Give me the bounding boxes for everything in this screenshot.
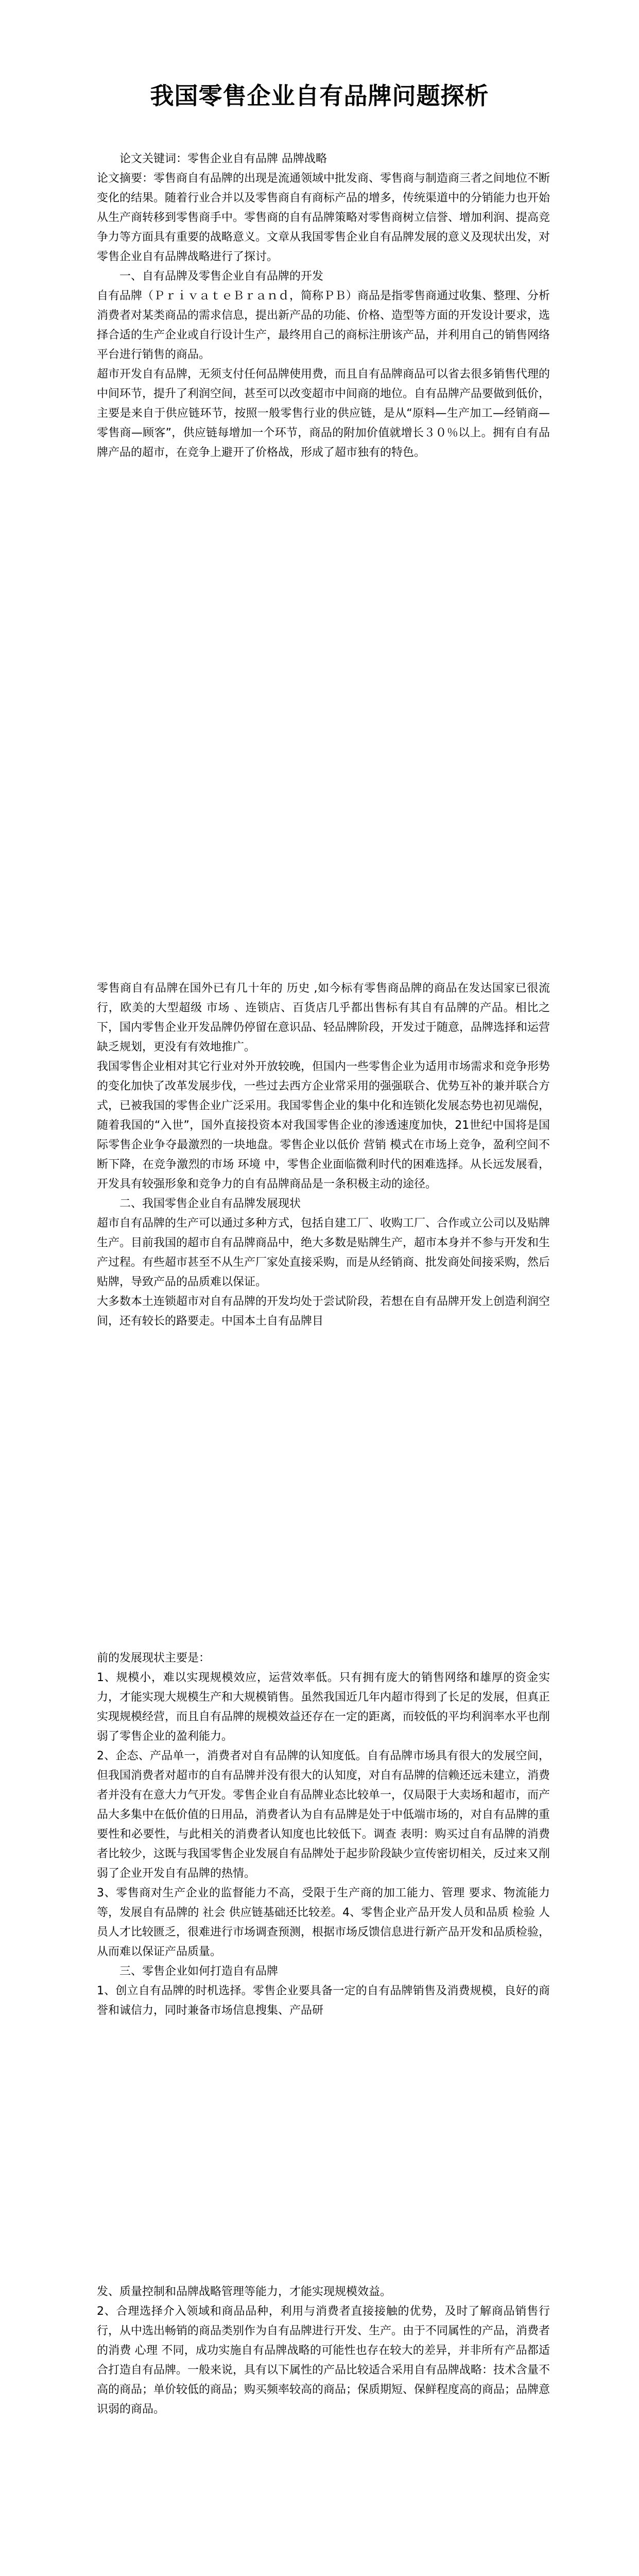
section-heading: 一、自有品牌及零售企业自有品牌的开发 — [119, 270, 324, 283]
paragraph: 发、质量控制和品牌战略管理等能力，才能实现规模效益。 — [97, 2285, 392, 2298]
paragraph: 论文关键词：零售企业自有品牌 品牌战略 — [119, 152, 327, 165]
text-section — [97, 2282, 550, 2419]
paragraph: 自有品牌（ＰｒｉｖａｔｅＢｒａｎｄ，简称ＰＢ）商品是指零售商通过收集、整理、分析消费者对某类商品的需求信息，提出新产品的功能、价格、造型等方面的开发设计要求，选择合适的生产企业或自行设计生产，最终用自己的商标注册该产品，并利用自己的销售网络平台进行销售的商品。 — [97, 290, 550, 361]
text-section — [97, 149, 550, 463]
paragraph: 零售商自有品牌在国外已有几十年的 历史 ,如今标有零售商品牌的商品在发达国家已很流行，欧美的大型超级 市场 、连锁店、百货店几乎都出售标有其自有品牌的产品。相比之下，国内零售企业开发品牌仍停留在意识品、轻品牌阶段，开发过于随意，品牌选择和运营缺乏规划，更没有有效地推广。 — [97, 982, 550, 1054]
paragraph: 2、企态、产品单一，消费者对自有品牌的认知度低。自有品牌市场具有很大的发展空间，但我国消费者对超市的自有品牌并没有很大的认知度，对自有品牌的信赖还远未建立，消费者并没有在意大力气开发。零售企业自有品牌业态比较单一，仅局限于大卖场和超市，而产品大多集中在低价值的日用品，消费者认为自有品牌是处于中低端市场的，对自有品牌的重要性和必要性，与此相关的消费者认知度也比较低下。调查 表明：购买过自有品牌的消费者比较少，这既与我国零售企业发展自有品牌处于起步阶段缺少宣传密切相关，反过来又削弱了企业开发自有品牌的热情。 — [97, 1750, 550, 1880]
paragraph: 超市开发自有品牌，无须支付任何品牌使用费，而且自有品牌商品可以省去很多销售代理的中间环节，提升了利润空间，甚至可以改变超市中间商的地位。自有品牌产品要做到低价，主要是来自于供应链环节，按照一般零售行业的供应链，是从“原料—生产加工—经销商—零售商—顾客”，供应链每增加一个环节，商品的附加价值就增长３０％以上。拥有自有品牌产品的超市，在竞争上避开了价格战，形成了超市独有的特色。 — [97, 368, 550, 459]
paragraph: 1、规模小，难以实现规模效应，运营效率低。只有拥有庞大的销售网络和雄厚的资金实力，才能实现大规模生产和大规模销售。虽然我国近几年内超市得到了长足的发展，但真正实现规模经营，而且自有品牌的规模效益还存在一定的距离，而较低的平均利润率水平也削弱了零售企业的盈利能力。 — [97, 1671, 550, 1743]
paragraph: 论文摘要：零售商自有品牌的出现是流通领域中批发商、零售商与制造商三者之间地位不断变化的结果。随着行业合并以及零售商自有商标产品的增多，传统渠道中的分销能力也开始从生产商转移到零售商手中。零售商的自有品牌策略对零售商树立信誉、增加利润、提高竞争力等方面具有重要的战略意义。文章从我国零售企业自有品牌发展的意义及现状出发，对零售企业自有品牌战略进行了探讨。 — [97, 172, 550, 263]
text-section — [97, 1649, 550, 2021]
paragraph: 我国零售企业相对其它行业对外开放较晚，但国内一些零售企业为适用市场需求和竞争形势的变化加快了改革发展步伐，一些过去西方企业常采用的强强联合、优势互补的兼并联合方式，已被我国的零售企业广泛采用。我国零售企业的集中化和连锁化发展态势也初见端倪，随着我国的“入世”，国外直接投资本对我国零售企业的渗透速度加快，21世纪中国将是国际零售企业争夺最激烈的一块地盘。零售企业以低价 营销 模式在市场上竞争，盈利空间不断下降，在竞争激烈的市场 环境 中，零售企业面临微利时代的困难选择。从长远发展看，开发具有较强形象和竞争力的自有品牌商品是一条积极主动的途径。 — [97, 1060, 550, 1191]
paragraph: 1、创立自有品牌的时机选择。零售企业要具备一定的自有品牌销售及消费规模，良好的商誉和诚信力，同时兼备市场信息搜集、产品研 — [97, 1985, 550, 2017]
section-heading: 三、零售企业如何打造自有品牌 — [119, 1965, 279, 1978]
paragraph: 2、合理选择介入领域和商品品种，利用与消费者直接接触的优势，及时了解商品销售行行，从中选出畅销的商品类别作为自有品牌进行开发、生产。由于不同属性的产品，消费者的消费 心理 不同，成功实施自有品牌战略的可能性也存在较大的差异，并非所有产品都适合打造自有品牌。一般来说，具有以下属性的产品比较适合采用自有品牌战略：技术含量不高的商品；单价较低的商品；购买频率较高的商品；保质期短、保鲜程度高的商品；品牌意识弱的商品。 — [97, 2305, 550, 2416]
paragraph: 3、零售商对生产企业的监督能力不高，受限于生产商的加工能力、管理 要求、物流能力等，发展自有品牌的 社会 供应链基础还比较差。4、零售企业产品开发人员和品质 检验 人员人才比较匮乏，很难进行市场调查预测，根据市场反馈信息进行新产品开发和品质检验，从而难以保证产品质量。 — [97, 1887, 550, 1958]
text-section — [97, 979, 550, 1331]
document-title: 我国零售企业自有品牌问题探析 — [150, 82, 489, 110]
paragraph: 大多数本土连锁超市对自有品牌的开发均处于尝试阶段，若想在自有品牌开发上创造利润空间，还有较长的路要走。中国本土自有品牌目 — [97, 1295, 550, 1328]
paragraph: 超市自有品牌的生产可以通过多种方式，包括自建工厂、收购工厂、合作或立公司以及贴牌生产。目前我国的超市自有品牌商品中，绝大多数是贴牌生产，超市本身并不参与开发和生产过程。有些超市甚至不从生产厂家处直接采购，而是从经销商、批发商处间接采购，然后贴牌，导致产品的品质难以保证。 — [97, 1217, 550, 1289]
paragraph: 前的发展现状主要是： — [97, 1652, 211, 1665]
section-heading: 二、我国零售企业自有品牌发展现状 — [119, 1197, 301, 1210]
